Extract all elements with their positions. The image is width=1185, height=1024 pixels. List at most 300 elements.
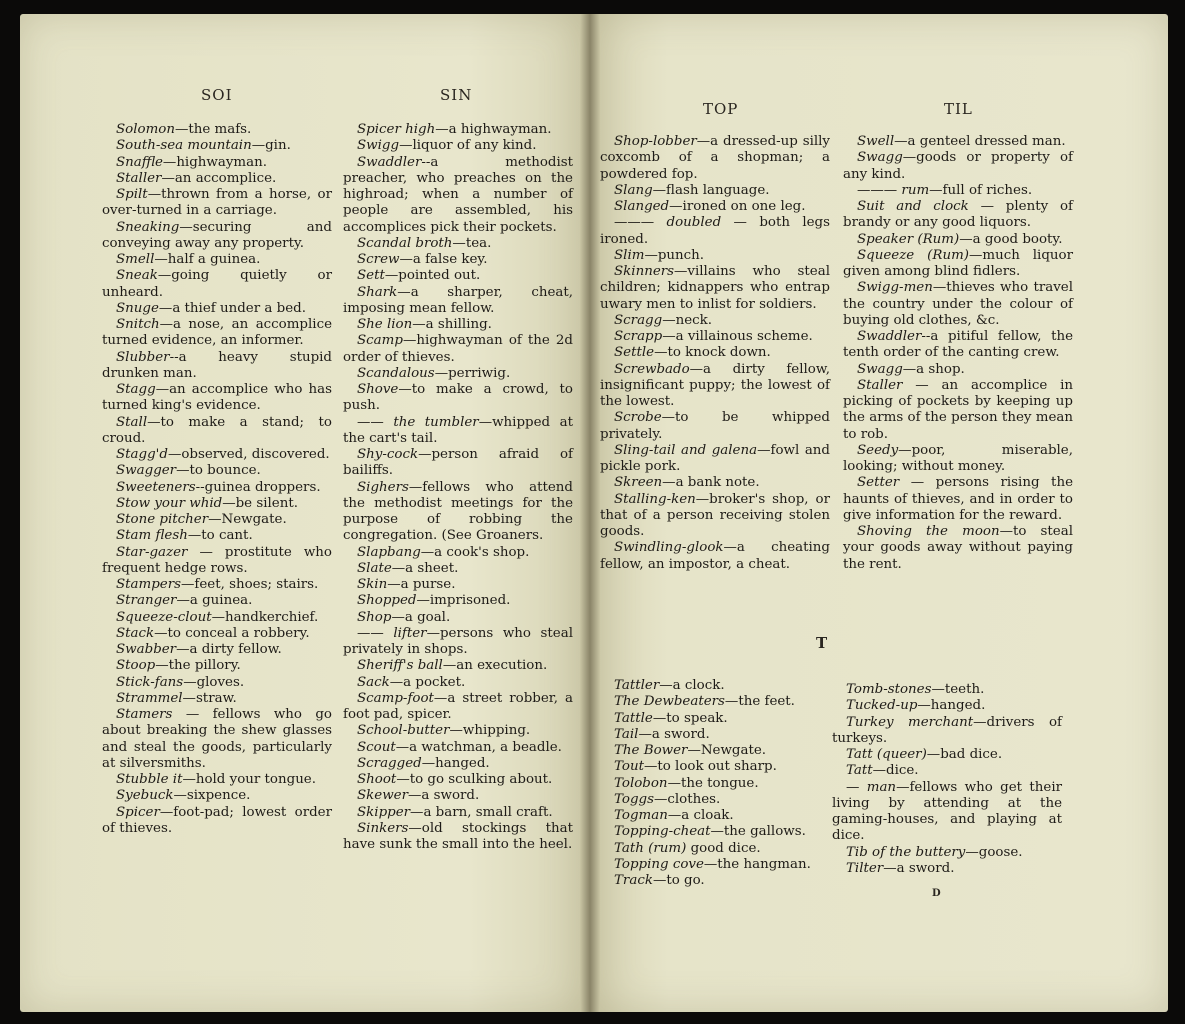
- dictionary-entry: [843, 248, 1073, 281]
- dictionary-entry: [343, 772, 573, 788]
- entry-definition: —a good booty.: [959, 231, 1063, 247]
- entry-definition: —securing and conveying away any property.: [102, 219, 332, 251]
- dictionary-entry: [343, 317, 573, 333]
- entry-headword: Topping-cheat: [614, 824, 711, 840]
- entry-headword: Scragged: [357, 755, 422, 771]
- dictionary-entry: [600, 345, 830, 361]
- dictionary-entry: [843, 134, 1073, 150]
- entry-headword: Shoving the moon: [857, 524, 1000, 539]
- entry-definition: —broker's shop, or that of a person receiving stolen goods.: [600, 491, 830, 539]
- entry-headword: Shop: [357, 609, 392, 625]
- dictionary-entry: [600, 857, 830, 873]
- entry-definition: —a thief under a bed.: [158, 300, 306, 316]
- entry-definition: —a shilling.: [412, 317, 492, 332]
- entry-headword: Staller: [857, 377, 903, 393]
- dictionary-entry: [600, 248, 830, 264]
- entry-headword: Squeeze (Rum): [857, 247, 969, 263]
- entry-headword: Skreen: [614, 475, 663, 491]
- entry-definition: --a pitiful fellow, the tenth order of the canting crew.: [843, 329, 1073, 361]
- dictionary-entry: [843, 524, 1073, 573]
- entry-definition: —drivers of turkeys.: [832, 714, 1063, 746]
- dictionary-entry: [102, 350, 332, 383]
- dictionary-entry: [343, 723, 573, 739]
- entries-column: [102, 122, 332, 837]
- entry-headword: Sett: [357, 268, 385, 284]
- dictionary-entry: [343, 122, 573, 138]
- entry-definition: —fellows who attend the methodist meetings for the purpose of robbing the congregation. (See Groaners.: [343, 479, 573, 544]
- entry-definition: —the feet.: [724, 694, 795, 710]
- entry-definition: —the gallows.: [710, 824, 806, 840]
- dictionary-entry: [600, 134, 830, 183]
- entry-headword: Slang: [614, 182, 653, 198]
- entry-headword: Stagg: [116, 382, 156, 397]
- entry-definition: —persons who steal privately in shops.: [343, 625, 573, 657]
- entry-headword: Tib of the buttery: [846, 844, 966, 860]
- entry-definition: —full of riches.: [929, 182, 1033, 198]
- dictionary-entry: [843, 443, 1073, 476]
- entry-headword: Stow your whid: [116, 495, 223, 511]
- entry-definition: —going quietly or unheard.: [102, 268, 332, 300]
- dictionary-entry: [600, 329, 830, 345]
- entry-headword: Setter: [857, 475, 900, 491]
- entry-definition: —a purse.: [387, 577, 456, 592]
- entry-definition: —clothes.: [653, 791, 721, 807]
- dictionary-entry: [102, 480, 332, 496]
- entry-headword: The Bower: [614, 743, 688, 758]
- entry-headword: Swabber: [116, 642, 177, 657]
- signature-mark: D: [932, 888, 941, 899]
- dictionary-entry: [102, 155, 332, 171]
- entry-headword: Solomon: [116, 122, 175, 137]
- entry-headword: The Dewbeaters: [614, 694, 725, 710]
- entry-definition: —fellows who get their living by attending at the gaming-houses, and playing at dice.: [832, 779, 1063, 844]
- entry-headword: Stone pitcher: [116, 512, 209, 527]
- entry-definition: —a false key.: [399, 252, 488, 267]
- dictionary-entry: [343, 333, 573, 366]
- entry-headword: Tail: [614, 726, 639, 742]
- entry-headword: Slanged: [614, 199, 670, 214]
- entry-definition: —hanged.: [421, 755, 490, 771]
- entry-definition: —the mafs.: [174, 122, 252, 137]
- entry-definition: —to go.: [652, 873, 705, 888]
- entry-headword: Tatt (queer): [846, 747, 927, 762]
- dictionary-entry: [832, 715, 1062, 748]
- entry-headword: Sack: [357, 674, 390, 690]
- dictionary-entry: [343, 788, 573, 804]
- entry-definition: good dice.: [686, 840, 761, 856]
- entry-headword: Toggs: [614, 791, 654, 807]
- entry-headword: Scrapp: [614, 329, 663, 344]
- entry-definition: —a cheating fellow, an impostor, a cheat.: [600, 540, 830, 572]
- entry-definition: --a heavy stupid drunken man.: [102, 349, 332, 381]
- entry-definition: —hanged.: [917, 698, 986, 714]
- entry-definition: —straw.: [182, 690, 237, 706]
- entry-headword: Shark: [357, 284, 398, 300]
- dictionary-entry: [843, 329, 1073, 362]
- dictionary-entry: [343, 366, 573, 382]
- dictionary-entry: [600, 410, 830, 443]
- entry-headword: Togman: [614, 808, 668, 823]
- entry-headword: Topping cove: [614, 856, 704, 872]
- dictionary-entry: [843, 475, 1073, 524]
- entries-column: [843, 134, 1073, 573]
- entry-headword: Tomb-stones: [846, 682, 932, 697]
- dictionary-entry: [600, 759, 830, 775]
- entry-headword: —— lifter: [357, 625, 427, 641]
- dictionary-entry: [343, 610, 573, 626]
- entry-definition: —a cloak.: [667, 808, 734, 823]
- dictionary-entry: [343, 382, 573, 415]
- entry-headword: Skipper: [357, 804, 411, 820]
- dictionary-entry: [600, 711, 830, 727]
- dictionary-entry: [343, 415, 573, 448]
- entries-column: [600, 134, 830, 573]
- entry-definition: —person afraid of bailiffs.: [343, 447, 573, 479]
- entry-definition: —highwayman.: [162, 154, 267, 170]
- dictionary-entry: [102, 496, 332, 512]
- entry-definition: —a sword.: [883, 860, 955, 876]
- entry-headword: Slapbang: [357, 544, 421, 560]
- entry-headword: Tolobon: [614, 775, 668, 791]
- entry-headword: Stick-fans: [116, 674, 184, 690]
- dictionary-entry: [102, 593, 332, 609]
- entry-headword: Scout: [357, 739, 396, 755]
- entry-definition: —neck.: [662, 312, 713, 328]
- entry-definition: —tea.: [452, 235, 492, 251]
- dictionary-entry: [600, 808, 830, 824]
- dictionary-entry: [102, 138, 332, 154]
- entry-definition: —a barn, small craft.: [410, 804, 553, 820]
- dictionary-entry: [600, 362, 830, 411]
- entry-definition: —flash language.: [652, 182, 770, 198]
- dictionary-entry: [600, 475, 830, 491]
- entry-definition: —the tongue.: [667, 775, 759, 791]
- entry-definition: —a clock.: [659, 678, 725, 693]
- entry-headword: Spilt: [116, 187, 148, 202]
- entry-headword: Scrobe: [614, 410, 662, 426]
- running-head-left-2: SIN: [440, 86, 473, 104]
- entry-headword: Stam flesh: [116, 528, 188, 544]
- entry-definition: —a sheet.: [391, 560, 459, 576]
- entry-headword: Snitch: [116, 317, 160, 332]
- dictionary-entry: [102, 317, 332, 350]
- entry-headword: Slubber: [116, 349, 170, 365]
- entry-definition: —a dirty fellow, insignificant puppy; the lowest of the lowest.: [600, 361, 830, 409]
- entry-definition: —an execution.: [442, 658, 548, 674]
- dictionary-entry: [600, 313, 830, 329]
- entry-definition: —observed, discovered.: [167, 447, 330, 462]
- entry-headword: Swell: [857, 134, 895, 149]
- entry-definition: —teeth.: [931, 682, 985, 697]
- entry-headword: Scamp: [357, 333, 403, 349]
- dictionary-entry: [102, 268, 332, 301]
- entry-definition: —a bank note.: [662, 475, 760, 491]
- dictionary-entry: [600, 215, 830, 248]
- entry-headword: Tatt: [846, 763, 873, 779]
- entry-headword: Swagg: [857, 361, 903, 377]
- entry-definition: —an accomplice who has turned king's evidence.: [102, 382, 332, 414]
- running-head-right-2: TIL: [944, 100, 973, 118]
- entry-headword: School-butter: [357, 723, 450, 739]
- dictionary-entry: [343, 593, 573, 609]
- entry-definition: — fellows who go about breaking the shew glasses and steal the goods, particularly at silversmiths.: [102, 707, 332, 771]
- entry-headword: Suit and clock: [857, 199, 969, 214]
- entry-definition: —be silent.: [222, 495, 298, 511]
- dictionary-entry: [343, 626, 573, 659]
- dictionary-entry: [102, 658, 332, 674]
- dictionary-entry: [600, 873, 830, 889]
- dictionary-entry: [832, 861, 1062, 877]
- entry-definition: —old stockings that have sunk the small into the heel.: [343, 820, 573, 852]
- dictionary-entry: [343, 545, 573, 561]
- entry-headword: Stranger: [116, 593, 177, 609]
- entry-headword: Syebuck: [116, 788, 174, 804]
- dictionary-entry: [600, 443, 830, 476]
- entry-definition: — both legs ironed.: [600, 215, 830, 247]
- dictionary-entry: [600, 824, 830, 840]
- dictionary-entry: [343, 805, 573, 821]
- dictionary-entry: [343, 480, 573, 545]
- dictionary-entry: [343, 285, 573, 318]
- entry-definition: —a sword.: [638, 726, 710, 742]
- entry-definition: --guinea droppers.: [195, 479, 321, 495]
- entry-headword: Sling-tail and galena: [614, 442, 758, 458]
- entry-definition: —a sharper, cheat, imposing mean fellow.: [343, 284, 573, 316]
- entry-definition: —poor, miserable, looking; without money.: [843, 442, 1073, 474]
- entry-headword: Tucked-up: [846, 698, 918, 714]
- entry-definition: —villains who steal children; kidnappers who entrap uwary men to inlist for soldiers.: [600, 264, 830, 312]
- entries-column: [600, 678, 830, 889]
- entry-headword: Scamp-foot: [357, 690, 434, 706]
- entry-headword: Tout: [614, 759, 644, 775]
- dictionary-entry: [843, 232, 1073, 248]
- dictionary-entry: [343, 756, 573, 772]
- dictionary-entry: [102, 528, 332, 544]
- dictionary-entry: [600, 199, 830, 215]
- entry-definition: —a cook's shop.: [420, 544, 530, 560]
- entry-headword: Speaker (Rum): [857, 231, 960, 247]
- entry-headword: Stagg'd: [116, 447, 168, 462]
- entry-headword: Sneak: [116, 268, 158, 284]
- dictionary-entry: [600, 792, 830, 808]
- dictionary-entry: [102, 691, 332, 707]
- entry-definition: —fowl and pickle pork.: [600, 442, 831, 474]
- entry-definition: —to make a stand; to croud.: [102, 414, 332, 446]
- dictionary-entry: [832, 845, 1062, 861]
- dictionary-entry: [843, 280, 1073, 329]
- entry-definition: —a watchman, a beadle.: [395, 739, 562, 755]
- entry-definition: —to make a crowd, to push.: [343, 382, 573, 414]
- entry-headword: Swigg: [357, 138, 400, 154]
- dictionary-entry: [600, 841, 830, 857]
- dictionary-entry: [600, 727, 830, 743]
- dictionary-entry: [600, 540, 830, 573]
- entry-headword: Shopped: [357, 593, 417, 609]
- entry-headword: Spicer high: [357, 122, 436, 137]
- dictionary-entry: [343, 658, 573, 674]
- entry-definition: —bad dice.: [926, 747, 1003, 762]
- entry-headword: Sheriff's ball: [357, 658, 443, 674]
- dictionary-entry: [832, 747, 1062, 763]
- dictionary-entry: [843, 362, 1073, 378]
- dictionary-entry: [102, 805, 332, 838]
- dictionary-entry: [832, 698, 1062, 714]
- entry-headword: Snuge: [116, 300, 159, 316]
- section-letter: T: [816, 634, 828, 652]
- entry-definition: —perriwig.: [434, 365, 511, 381]
- entry-headword: Stamers: [116, 707, 173, 722]
- entry-headword: Skin: [357, 577, 388, 592]
- entry-headword: Sinkers: [357, 820, 409, 836]
- dictionary-entry: [600, 694, 830, 710]
- entry-definition: —to bounce.: [176, 463, 261, 479]
- dictionary-entry: [102, 545, 332, 578]
- entry-headword: Tattler: [614, 678, 660, 693]
- entry-definition: — prostitute who frequent hedge rows.: [102, 544, 332, 576]
- entry-definition: —Newgate.: [687, 743, 767, 758]
- dictionary-entry: [343, 447, 573, 480]
- entry-headword: Stalling-ken: [614, 491, 696, 507]
- dictionary-entry: [102, 301, 332, 317]
- entry-headword: Shoot: [357, 772, 397, 787]
- entry-definition: —thieves who travel the country under the colour of buying old clothes, &c.: [843, 280, 1073, 328]
- entry-definition: —a pocket.: [389, 674, 466, 690]
- entry-headword: Squeeze-clout: [116, 609, 212, 625]
- dictionary-entry: [102, 642, 332, 658]
- entry-definition: —liquor of any kind.: [399, 138, 537, 154]
- entry-definition: —highwayman of the 2d order of thieves.: [343, 333, 573, 365]
- dictionary-entry: [102, 220, 332, 253]
- running-head-right-1: TOP: [703, 100, 739, 118]
- entry-definition: —hold your tongue.: [182, 772, 316, 787]
- dictionary-entry: [102, 772, 332, 788]
- entry-definition: —a shop.: [902, 361, 965, 377]
- book-gutter: [580, 14, 600, 1012]
- entry-headword: Sighers: [357, 479, 409, 495]
- entry-definition: —a guinea.: [176, 593, 253, 609]
- entry-headword: Skewer: [357, 788, 408, 804]
- entry-definition: —to look out sharp.: [643, 759, 777, 775]
- entry-definition: —foot-pad; lowest order of thieves.: [102, 804, 332, 836]
- dictionary-entry: [102, 171, 332, 187]
- entry-definition: —to steal your goods away without paying the rent.: [843, 524, 1073, 572]
- dictionary-entry: [600, 776, 830, 792]
- entry-headword: Swindling-glook: [614, 540, 724, 556]
- dictionary-entry: [832, 682, 1062, 698]
- entry-definition: —to go sculking about.: [396, 772, 553, 787]
- entry-definition: — plenty of brandy or any good liquors.: [843, 199, 1073, 231]
- entry-definition: --a methodist preacher, who preaches on the highroad; when a number of people are assembled, his accomplices pick their pockets.: [343, 154, 573, 235]
- entry-headword: Snaffle: [116, 154, 163, 170]
- entry-definition: —goods or property of any kind.: [843, 150, 1073, 182]
- entry-headword: Tath (rum): [614, 840, 687, 856]
- entry-headword: Sneaking: [116, 219, 180, 235]
- entry-headword: Stack: [116, 625, 155, 641]
- dictionary-entry: [343, 268, 573, 284]
- dictionary-entry: [102, 626, 332, 642]
- dictionary-entry: [832, 763, 1062, 779]
- entry-definition: —a highwayman.: [435, 122, 552, 137]
- dictionary-entry: [102, 415, 332, 448]
- entry-headword: —— the tumbler: [357, 414, 479, 430]
- entry-definition: —goose.: [965, 844, 1023, 860]
- entry-definition: —to knock down.: [654, 345, 771, 361]
- entry-headword: Swaddler: [857, 329, 922, 344]
- entry-definition: —thrown from a horse, or over-turned in a carriage.: [102, 187, 332, 219]
- running-head-left-1: SOI: [201, 86, 233, 104]
- entry-definition: —pointed out.: [384, 268, 481, 284]
- entry-definition: —dice.: [872, 763, 919, 779]
- entry-definition: —a goal.: [391, 609, 451, 625]
- dictionary-entry: [102, 122, 332, 138]
- dictionary-entry: [102, 447, 332, 463]
- dictionary-entry: [102, 675, 332, 691]
- entry-headword: Slim: [614, 247, 645, 263]
- entry-headword: Smell: [116, 252, 155, 267]
- entry-headword: Tilter: [846, 860, 884, 876]
- entry-headword: Scragg: [614, 312, 663, 328]
- entry-definition: — an accomplice in picking of pockets by keeping up the arms of the person they mean to rob.: [843, 377, 1073, 442]
- entry-headword: Stall: [116, 414, 148, 430]
- entry-definition: —a sword.: [408, 788, 480, 804]
- entry-definition: —a street robber, a foot pad, spicer.: [343, 690, 573, 722]
- dictionary-entry: [343, 252, 573, 268]
- entry-headword: Sweeteners: [116, 479, 196, 495]
- entry-definition: —gloves.: [183, 674, 245, 690]
- entry-headword: Stubble it: [116, 772, 183, 787]
- entry-headword: Swigg-men: [857, 280, 933, 296]
- entry-headword: Staller: [116, 170, 162, 186]
- entry-definition: —whipping.: [449, 723, 531, 739]
- dictionary-entry: [343, 691, 573, 724]
- dictionary-entry: [343, 236, 573, 252]
- dictionary-entry: [600, 183, 830, 199]
- dictionary-entry: [102, 577, 332, 593]
- entry-headword: ——— rum: [857, 182, 930, 198]
- entry-headword: Skinners: [614, 264, 675, 279]
- entry-headword: Seedy: [857, 442, 899, 458]
- dictionary-entry: [102, 512, 332, 528]
- entry-headword: Stoop: [116, 658, 156, 674]
- entry-definition: —ironed on one leg.: [669, 199, 806, 214]
- entry-definition: —whipped at the cart's tail.: [343, 414, 573, 446]
- dictionary-entry: [600, 264, 830, 313]
- entry-definition: —punch.: [644, 247, 705, 263]
- entry-definition: — persons rising the haunts of thieves, and in order to give information for the reward.: [843, 475, 1073, 523]
- entry-definition: —a dressed-up silly coxcomb of a shopman; a powdered fop.: [600, 134, 830, 182]
- dictionary-entry: [102, 707, 332, 772]
- entry-definition: —to be whipped privately.: [600, 410, 830, 442]
- dictionary-entry: [343, 675, 573, 691]
- entry-definition: —to cant.: [187, 528, 253, 544]
- dictionary-entry: [343, 821, 573, 854]
- entry-headword: Tattle: [614, 710, 653, 726]
- entry-definition: —half a guinea.: [154, 252, 261, 267]
- entry-definition: —a nose, an accomplice turned evidence, an informer.: [102, 317, 332, 349]
- entry-definition: —to conceal a robbery.: [154, 625, 310, 641]
- entry-definition: —the pillory.: [155, 658, 241, 674]
- entry-definition: —to speak.: [652, 710, 728, 726]
- dictionary-entry: [102, 788, 332, 804]
- entry-headword: She lion: [357, 317, 413, 332]
- dictionary-entry: [102, 252, 332, 268]
- entry-definition: —a villainous scheme.: [662, 329, 813, 344]
- entry-headword: — man: [846, 779, 897, 795]
- dictionary-entry: [832, 780, 1062, 845]
- entry-headword: Screw: [357, 252, 400, 267]
- dictionary-entry: [102, 610, 332, 626]
- dictionary-entry: [843, 150, 1073, 183]
